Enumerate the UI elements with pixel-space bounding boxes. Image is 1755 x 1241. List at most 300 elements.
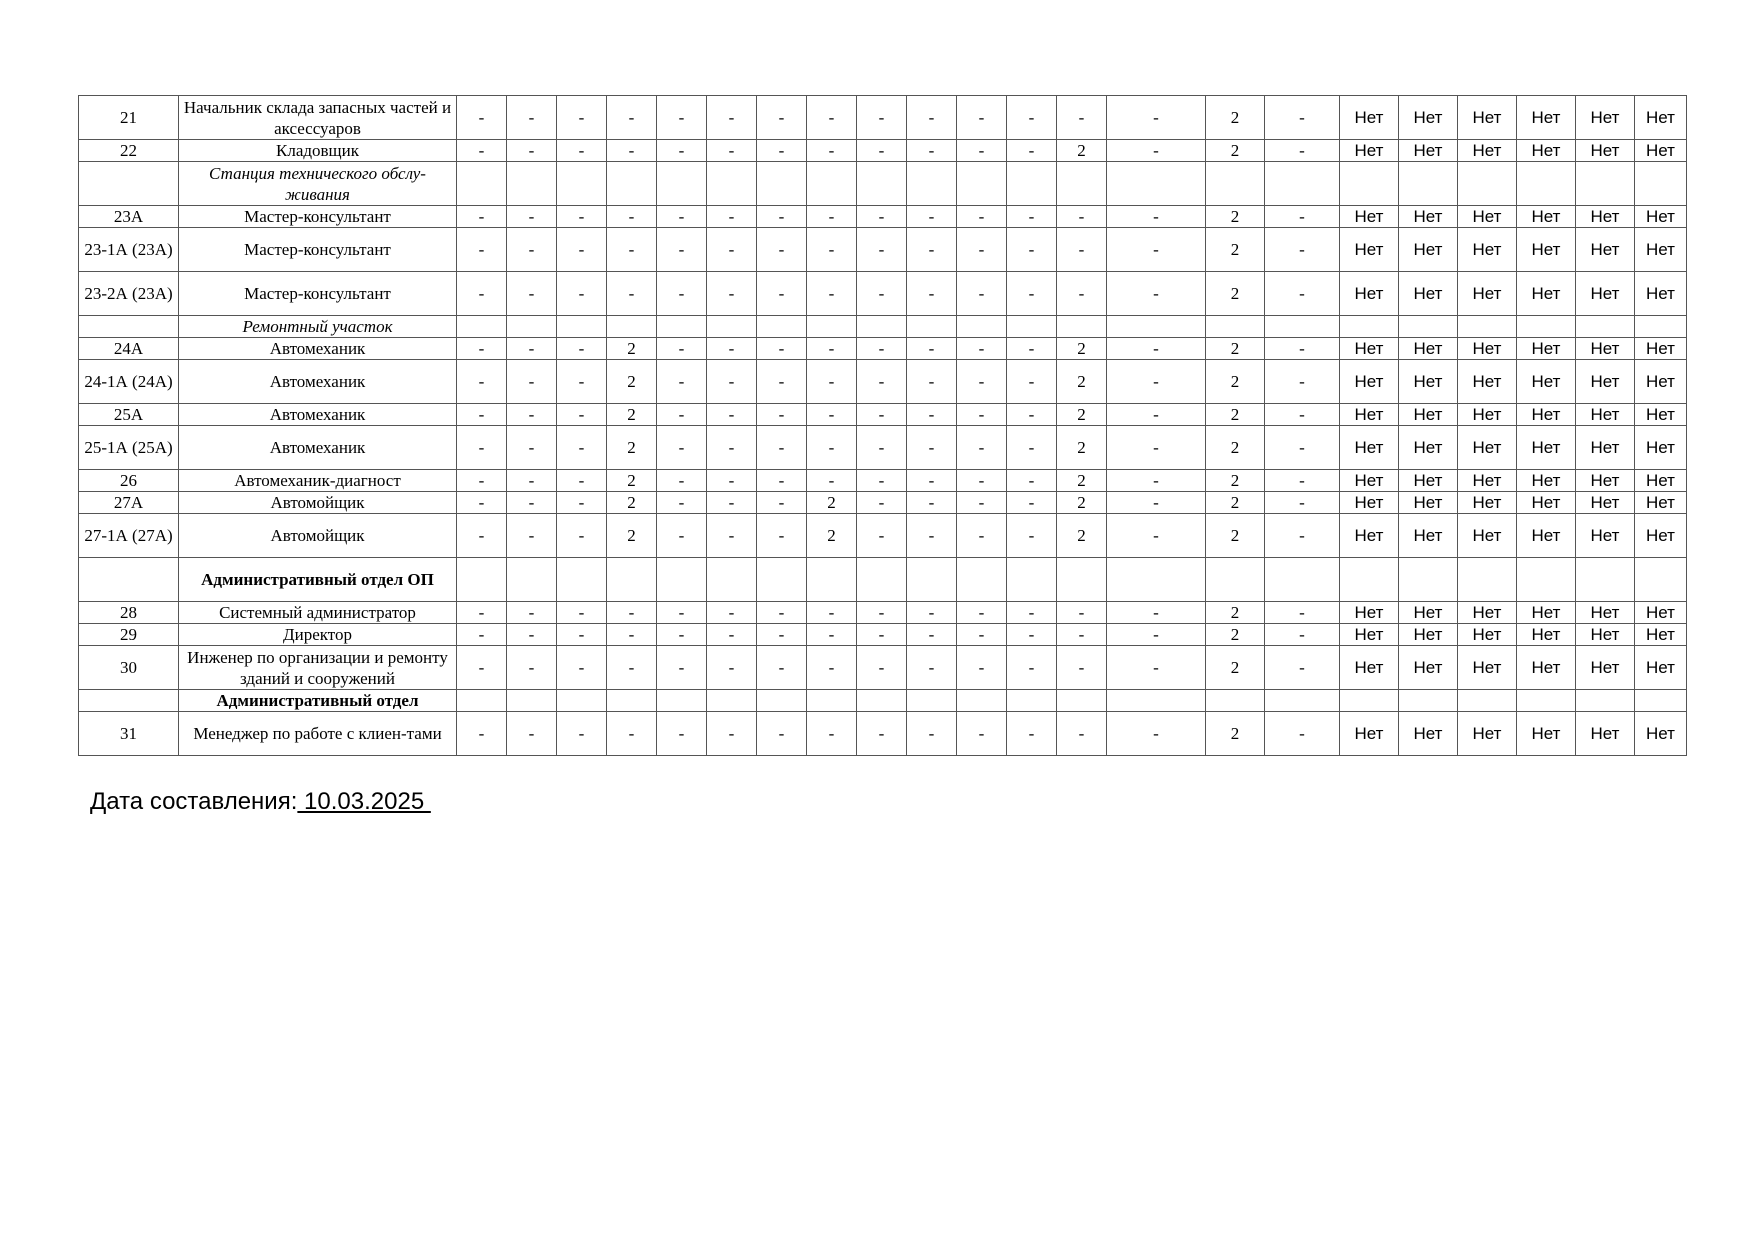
class-value-cell: -: [1007, 338, 1057, 360]
class-value-cell: -: [957, 272, 1007, 316]
flag-cell: Нет: [1399, 426, 1458, 470]
class-value-cell: -: [507, 712, 557, 756]
class-value-cell: -: [757, 228, 807, 272]
class-value-cell: -: [957, 646, 1007, 690]
class-value-cell: 2: [1057, 470, 1107, 492]
class-value-cell: -: [657, 404, 707, 426]
empty-cell: [707, 162, 757, 206]
class-value-cell: -: [1007, 272, 1057, 316]
flag-cell: Нет: [1517, 470, 1576, 492]
flag-cell: Нет: [1517, 360, 1576, 404]
flag-cell: Нет: [1635, 360, 1687, 404]
empty-cell: [1399, 558, 1458, 602]
flag-cell: Нет: [1517, 646, 1576, 690]
class-value-cell: -: [957, 140, 1007, 162]
flag-cell: Нет: [1340, 470, 1399, 492]
flag-cell: Нет: [1458, 602, 1517, 624]
empty-cell: [1635, 162, 1687, 206]
empty-cell: [657, 316, 707, 338]
empty-cell: [1107, 162, 1206, 206]
workplace-number-cell: 24-1А (24А): [79, 360, 179, 404]
class-value-cell: -: [557, 602, 607, 624]
class-value-cell: -: [1007, 228, 1057, 272]
empty-cell: [1517, 316, 1576, 338]
empty-cell: [1206, 162, 1265, 206]
class-value-cell: -: [457, 602, 507, 624]
flag-cell: Нет: [1458, 646, 1517, 690]
class-value-cell: 2: [1206, 228, 1265, 272]
flag-cell: Нет: [1635, 470, 1687, 492]
empty-cell: [607, 558, 657, 602]
empty-cell: [1458, 690, 1517, 712]
empty-cell: [1265, 558, 1340, 602]
compilation-date-line: [90, 788, 431, 816]
class-value-cell: -: [507, 360, 557, 404]
class-value-cell: -: [457, 514, 507, 558]
class-value-cell: -: [707, 404, 757, 426]
class-value-cell: -: [807, 206, 857, 228]
class-value-cell: -: [707, 712, 757, 756]
position-name-cell: Начальник склада запасных частей и аксессуаров: [179, 96, 457, 140]
flag-cell: Нет: [1340, 228, 1399, 272]
class-value-cell: -: [1265, 228, 1340, 272]
class-value-cell: -: [1107, 712, 1206, 756]
class-value-cell: -: [1265, 96, 1340, 140]
class-value-cell: -: [857, 272, 907, 316]
class-value-cell: -: [1057, 602, 1107, 624]
class-value-cell: -: [1265, 338, 1340, 360]
class-value-cell: -: [1107, 602, 1206, 624]
flag-cell: Нет: [1635, 426, 1687, 470]
class-value-cell: -: [1007, 646, 1057, 690]
class-value-cell: -: [907, 140, 957, 162]
class-value-cell: -: [1007, 624, 1057, 646]
class-value-cell: -: [1057, 206, 1107, 228]
flag-cell: Нет: [1399, 712, 1458, 756]
class-value-cell: -: [1265, 272, 1340, 316]
class-value-cell: -: [957, 426, 1007, 470]
class-value-cell: -: [957, 712, 1007, 756]
empty-cell: [1576, 162, 1635, 206]
empty-cell: [957, 690, 1007, 712]
empty-cell: [1576, 316, 1635, 338]
class-value-cell: -: [807, 712, 857, 756]
flag-cell: Нет: [1517, 492, 1576, 514]
class-value-cell: -: [957, 338, 1007, 360]
flag-cell: Нет: [1340, 514, 1399, 558]
class-value-cell: 2: [807, 492, 857, 514]
class-value-cell: 2: [1206, 272, 1265, 316]
position-name-cell: Автомеханик: [179, 360, 457, 404]
class-value-cell: -: [857, 404, 907, 426]
class-value-cell: -: [707, 514, 757, 558]
class-value-cell: -: [807, 228, 857, 272]
class-value-cell: 2: [807, 514, 857, 558]
class-value-cell: -: [1007, 426, 1057, 470]
section-title: Административный отдел: [179, 690, 457, 712]
class-value-cell: -: [857, 360, 907, 404]
flag-cell: Нет: [1576, 228, 1635, 272]
table-row: [79, 646, 1687, 690]
class-value-cell: -: [1007, 712, 1057, 756]
class-value-cell: -: [657, 360, 707, 404]
flag-cell: Нет: [1340, 272, 1399, 316]
class-value-cell: -: [1057, 228, 1107, 272]
workplace-number-cell: 23-2А (23А): [79, 272, 179, 316]
empty-cell: [1576, 690, 1635, 712]
empty-cell: [1635, 316, 1687, 338]
flag-cell: Нет: [1635, 228, 1687, 272]
class-value-cell: -: [757, 514, 807, 558]
class-value-cell: -: [1107, 492, 1206, 514]
empty-cell: [557, 558, 607, 602]
class-value-cell: 2: [1206, 514, 1265, 558]
table-row: [79, 338, 1687, 360]
class-value-cell: -: [857, 338, 907, 360]
empty-cell: [507, 690, 557, 712]
table-row: [79, 140, 1687, 162]
class-value-cell: -: [1265, 624, 1340, 646]
class-value-cell: -: [907, 646, 957, 690]
class-value-cell: -: [1265, 492, 1340, 514]
class-value-cell: 2: [1206, 140, 1265, 162]
flag-cell: Нет: [1340, 96, 1399, 140]
class-value-cell: -: [1107, 426, 1206, 470]
class-value-cell: -: [907, 360, 957, 404]
section-title: Ремонтный участок: [179, 316, 457, 338]
empty-cell: [1007, 162, 1057, 206]
class-value-cell: -: [907, 492, 957, 514]
class-value-cell: -: [557, 360, 607, 404]
position-name-cell: Кладовщик: [179, 140, 457, 162]
class-value-cell: -: [1265, 360, 1340, 404]
flag-cell: Нет: [1458, 712, 1517, 756]
flag-cell: Нет: [1576, 360, 1635, 404]
section-num-cell: [79, 558, 179, 602]
class-value-cell: -: [1265, 514, 1340, 558]
flag-cell: Нет: [1458, 228, 1517, 272]
flag-cell: Нет: [1576, 470, 1635, 492]
section-row: [79, 690, 1687, 712]
class-value-cell: -: [757, 140, 807, 162]
flag-cell: Нет: [1458, 96, 1517, 140]
empty-cell: [1057, 558, 1107, 602]
class-value-cell: -: [1107, 140, 1206, 162]
position-name-cell: Автомеханик: [179, 404, 457, 426]
empty-cell: [1206, 316, 1265, 338]
class-value-cell: 2: [1206, 206, 1265, 228]
class-value-cell: -: [507, 206, 557, 228]
flag-cell: Нет: [1576, 426, 1635, 470]
workplace-number-cell: 29: [79, 624, 179, 646]
table-row: [79, 426, 1687, 470]
class-value-cell: 2: [1206, 360, 1265, 404]
class-value-cell: 2: [1206, 470, 1265, 492]
class-value-cell: 2: [1057, 360, 1107, 404]
flag-cell: Нет: [1340, 624, 1399, 646]
flag-cell: Нет: [1517, 712, 1576, 756]
empty-cell: [1458, 558, 1517, 602]
class-value-cell: -: [657, 96, 707, 140]
position-name-cell: Мастер-консультант: [179, 272, 457, 316]
class-value-cell: -: [807, 272, 857, 316]
flag-cell: Нет: [1517, 426, 1576, 470]
empty-cell: [557, 690, 607, 712]
empty-cell: [1057, 316, 1107, 338]
class-value-cell: -: [757, 404, 807, 426]
class-value-cell: -: [907, 426, 957, 470]
workplace-number-cell: 21: [79, 96, 179, 140]
class-value-cell: -: [607, 206, 657, 228]
class-value-cell: -: [657, 624, 707, 646]
class-value-cell: -: [507, 624, 557, 646]
flag-cell: Нет: [1635, 712, 1687, 756]
class-value-cell: -: [507, 646, 557, 690]
class-value-cell: -: [557, 272, 607, 316]
class-value-cell: -: [457, 404, 507, 426]
table-row: [79, 272, 1687, 316]
empty-cell: [907, 690, 957, 712]
class-value-cell: -: [1007, 360, 1057, 404]
class-value-cell: 2: [1057, 492, 1107, 514]
class-value-cell: -: [907, 602, 957, 624]
flag-cell: Нет: [1635, 624, 1687, 646]
flag-cell: Нет: [1458, 140, 1517, 162]
class-value-cell: -: [957, 624, 1007, 646]
flag-cell: Нет: [1576, 514, 1635, 558]
empty-cell: [657, 558, 707, 602]
flag-cell: Нет: [1340, 492, 1399, 514]
class-value-cell: -: [557, 228, 607, 272]
class-value-cell: -: [757, 712, 807, 756]
class-value-cell: -: [657, 272, 707, 316]
class-value-cell: -: [807, 360, 857, 404]
empty-cell: [1340, 558, 1399, 602]
workplace-number-cell: 25А: [79, 404, 179, 426]
class-value-cell: -: [957, 492, 1007, 514]
class-value-cell: -: [957, 206, 1007, 228]
class-value-cell: 2: [1057, 140, 1107, 162]
empty-cell: [907, 162, 957, 206]
flag-cell: Нет: [1399, 338, 1458, 360]
class-value-cell: -: [657, 602, 707, 624]
empty-cell: [507, 162, 557, 206]
flag-cell: Нет: [1399, 492, 1458, 514]
empty-cell: [1265, 162, 1340, 206]
class-value-cell: -: [1007, 140, 1057, 162]
workplace-number-cell: 31: [79, 712, 179, 756]
class-value-cell: -: [657, 646, 707, 690]
class-value-cell: -: [507, 272, 557, 316]
empty-cell: [807, 316, 857, 338]
flag-cell: Нет: [1399, 404, 1458, 426]
class-value-cell: -: [757, 272, 807, 316]
empty-cell: [1458, 316, 1517, 338]
flag-cell: Нет: [1399, 470, 1458, 492]
flag-cell: Нет: [1340, 712, 1399, 756]
flag-cell: Нет: [1635, 272, 1687, 316]
compilation-date-label: Дата составления:: [90, 788, 298, 815]
class-value-cell: -: [957, 96, 1007, 140]
class-value-cell: -: [557, 206, 607, 228]
class-value-cell: 2: [607, 470, 657, 492]
table-row: [79, 228, 1687, 272]
class-value-cell: -: [507, 228, 557, 272]
class-value-cell: -: [657, 470, 707, 492]
class-value-cell: -: [957, 470, 1007, 492]
class-value-cell: -: [607, 646, 657, 690]
table-row: [79, 624, 1687, 646]
flag-cell: Нет: [1517, 206, 1576, 228]
flag-cell: Нет: [1458, 404, 1517, 426]
class-value-cell: -: [757, 470, 807, 492]
flag-cell: Нет: [1635, 404, 1687, 426]
class-value-cell: 2: [1206, 712, 1265, 756]
class-value-cell: -: [1057, 96, 1107, 140]
flag-cell: Нет: [1340, 602, 1399, 624]
class-value-cell: -: [707, 470, 757, 492]
flag-cell: Нет: [1458, 272, 1517, 316]
class-value-cell: -: [457, 646, 507, 690]
class-value-cell: -: [1107, 96, 1206, 140]
class-value-cell: -: [1107, 514, 1206, 558]
class-value-cell: 2: [607, 492, 657, 514]
flag-cell: Нет: [1458, 514, 1517, 558]
empty-cell: [807, 690, 857, 712]
flag-cell: Нет: [1517, 624, 1576, 646]
flag-cell: Нет: [1399, 360, 1458, 404]
empty-cell: [1007, 316, 1057, 338]
flag-cell: Нет: [1635, 206, 1687, 228]
position-name-cell: Автомеханик: [179, 338, 457, 360]
class-value-cell: -: [757, 206, 807, 228]
empty-cell: [1107, 316, 1206, 338]
flag-cell: Нет: [1399, 624, 1458, 646]
table-row: [79, 712, 1687, 756]
class-value-cell: 2: [1206, 96, 1265, 140]
class-value-cell: -: [757, 602, 807, 624]
table-row: [79, 96, 1687, 140]
class-value-cell: -: [507, 514, 557, 558]
class-value-cell: -: [1107, 404, 1206, 426]
class-value-cell: -: [807, 624, 857, 646]
flag-cell: Нет: [1399, 140, 1458, 162]
empty-cell: [707, 316, 757, 338]
class-value-cell: 2: [1057, 404, 1107, 426]
class-value-cell: -: [457, 228, 507, 272]
flag-cell: Нет: [1458, 360, 1517, 404]
class-value-cell: -: [707, 646, 757, 690]
class-value-cell: -: [1007, 470, 1057, 492]
empty-cell: [1007, 558, 1057, 602]
class-value-cell: -: [457, 96, 507, 140]
class-value-cell: -: [1007, 602, 1057, 624]
empty-cell: [507, 316, 557, 338]
flag-cell: Нет: [1517, 602, 1576, 624]
class-value-cell: 2: [607, 338, 657, 360]
flag-cell: Нет: [1635, 96, 1687, 140]
class-value-cell: 2: [607, 404, 657, 426]
class-value-cell: 2: [607, 426, 657, 470]
empty-cell: [1206, 558, 1265, 602]
flag-cell: Нет: [1340, 338, 1399, 360]
flag-cell: Нет: [1458, 338, 1517, 360]
empty-cell: [457, 316, 507, 338]
flag-cell: Нет: [1340, 426, 1399, 470]
class-value-cell: -: [507, 140, 557, 162]
table-row: [79, 492, 1687, 514]
flag-cell: Нет: [1340, 360, 1399, 404]
class-value-cell: 2: [1057, 514, 1107, 558]
position-name-cell: Автомеханик: [179, 426, 457, 470]
empty-cell: [1107, 558, 1206, 602]
table-row: [79, 404, 1687, 426]
empty-cell: [1057, 690, 1107, 712]
flag-cell: Нет: [1458, 426, 1517, 470]
class-value-cell: -: [457, 360, 507, 404]
class-value-cell: -: [607, 272, 657, 316]
class-value-cell: -: [1265, 426, 1340, 470]
empty-cell: [1635, 690, 1687, 712]
section-row: [79, 162, 1687, 206]
empty-cell: [607, 316, 657, 338]
flag-cell: Нет: [1340, 646, 1399, 690]
empty-cell: [1007, 690, 1057, 712]
class-value-cell: -: [1107, 470, 1206, 492]
class-value-cell: -: [1107, 228, 1206, 272]
class-value-cell: -: [907, 338, 957, 360]
position-name-cell: Инженер по организации и ремонту зданий и сооружений: [179, 646, 457, 690]
position-name-cell: Мастер-консультант: [179, 228, 457, 272]
class-value-cell: 2: [1206, 338, 1265, 360]
flag-cell: Нет: [1576, 96, 1635, 140]
class-value-cell: -: [707, 624, 757, 646]
class-value-cell: -: [457, 206, 507, 228]
position-name-cell: Автомеханик-диагност: [179, 470, 457, 492]
class-value-cell: -: [857, 206, 907, 228]
flag-cell: Нет: [1576, 140, 1635, 162]
class-value-cell: -: [507, 426, 557, 470]
table-row: [79, 514, 1687, 558]
class-value-cell: -: [457, 492, 507, 514]
workplace-number-cell: 24А: [79, 338, 179, 360]
class-value-cell: -: [907, 272, 957, 316]
empty-cell: [1399, 316, 1458, 338]
flag-cell: Нет: [1576, 646, 1635, 690]
empty-cell: [857, 316, 907, 338]
class-value-cell: -: [857, 646, 907, 690]
class-value-cell: -: [1265, 470, 1340, 492]
class-value-cell: -: [557, 514, 607, 558]
position-name-cell: Директор: [179, 624, 457, 646]
class-value-cell: -: [907, 206, 957, 228]
assessment-table: [78, 95, 1687, 756]
flag-cell: Нет: [1517, 338, 1576, 360]
section-num-cell: [79, 690, 179, 712]
flag-cell: Нет: [1576, 206, 1635, 228]
class-value-cell: -: [1265, 712, 1340, 756]
class-value-cell: -: [1107, 360, 1206, 404]
class-value-cell: -: [1057, 646, 1107, 690]
class-value-cell: -: [657, 712, 707, 756]
class-value-cell: -: [1007, 206, 1057, 228]
empty-cell: [657, 162, 707, 206]
class-value-cell: -: [1057, 712, 1107, 756]
class-value-cell: -: [857, 96, 907, 140]
workplace-number-cell: 23А: [79, 206, 179, 228]
section-title: Станция технического обслу-живания: [179, 162, 457, 206]
workplace-number-cell: 26: [79, 470, 179, 492]
